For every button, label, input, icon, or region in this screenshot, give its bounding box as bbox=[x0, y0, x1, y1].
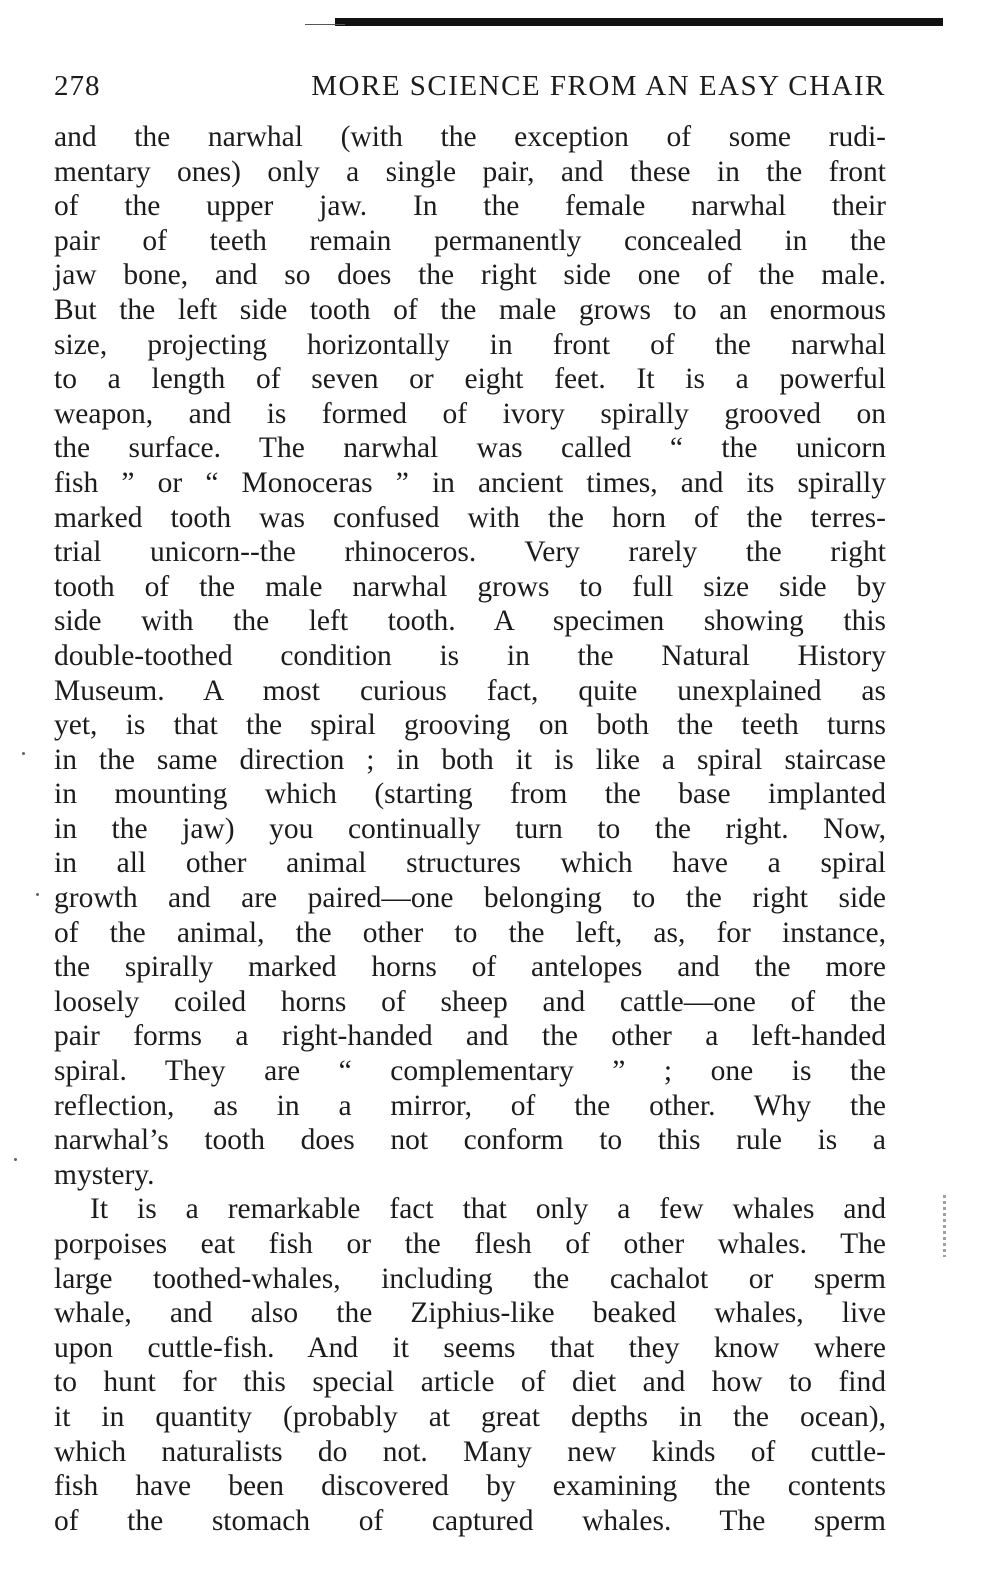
text-line: side with the left tooth. A specimen showing this bbox=[54, 605, 886, 638]
text-line: and the narwhal (with the exception of some rudi- bbox=[54, 121, 886, 153]
text-line: fish have been discovered by examining the contents bbox=[54, 1470, 886, 1503]
text-line: the surface. The narwhal was called “ the unicorn bbox=[54, 432, 886, 465]
running-head: MORE SCIENCE FROM AN EASY CHAIR bbox=[311, 70, 886, 102]
margin-dot bbox=[36, 893, 39, 896]
text-line: large toothed-whales, including the cachalot or sperm bbox=[54, 1262, 886, 1295]
text-line: jaw bone, and so does the right side one of the male. bbox=[54, 259, 886, 292]
text-line: of the upper jaw. In the female narwhal their bbox=[54, 190, 886, 223]
text-line: to a length of seven or eight feet. It is a powerful bbox=[54, 363, 886, 396]
text-line: in mounting which (starting from the base implanted bbox=[54, 778, 886, 811]
text-line: pair forms a right-handed and the other a left-handed bbox=[54, 1020, 886, 1053]
text-line: loosely coiled horns of sheep and cattle—one of the bbox=[54, 985, 886, 1018]
text-line: it in quantity (probably at great depths in the ocean), bbox=[54, 1400, 886, 1433]
page-number: 278 bbox=[54, 70, 101, 102]
text-line: marked tooth was confused with the horn of the terres- bbox=[54, 501, 886, 534]
text-line: yet, is that the spiral grooving on both the teeth turns bbox=[54, 709, 886, 742]
text-line: tooth of the male narwhal grows to full size side by bbox=[54, 570, 886, 603]
text-line: Museum. A most curious fact, quite unexplained as bbox=[54, 674, 886, 707]
text-line: double-toothed condition is in the Natural History bbox=[54, 639, 886, 672]
text-line: of the animal, the other to the left, as, for instance, bbox=[54, 916, 886, 949]
text-line: mentary ones) only a single pair, and these in the front bbox=[54, 155, 886, 188]
text-line: spiral. They are “ complementary ” ; one is the bbox=[54, 1055, 886, 1088]
text-line: It is a remarkable fact that only a few whales and bbox=[90, 1193, 886, 1226]
text-line: pair of teeth remain permanently concealed in the bbox=[54, 224, 886, 257]
margin-dot bbox=[22, 752, 25, 755]
paragraph-1 bbox=[54, 120, 886, 1192]
text-line: fish ” or “ Monoceras ” in ancient times, and its spirally bbox=[54, 466, 886, 499]
margin-speck bbox=[943, 1195, 946, 1257]
text-line: which naturalists do not. Many new kinds of cuttle- bbox=[54, 1435, 886, 1468]
body-text bbox=[54, 120, 886, 1538]
text-line: in the jaw) you continually turn to the right. Now, bbox=[54, 812, 886, 845]
text-line: upon cuttle-fish. And it seems that they know where bbox=[54, 1331, 886, 1364]
paragraph-2 bbox=[54, 1192, 886, 1538]
text-line: size, projecting horizontally in front of the narwhal bbox=[54, 328, 886, 361]
margin-dot bbox=[14, 1158, 17, 1161]
text-line: trial unicorn--the rhinoceros. Very rarely the right bbox=[54, 536, 886, 569]
text-line: whale, and also the Ziphius-like beaked whales, live bbox=[54, 1297, 886, 1330]
text-line: growth and are paired—one belonging to the right side bbox=[54, 882, 886, 915]
text-line: to hunt for this special article of diet and how to find bbox=[54, 1366, 886, 1399]
text-line: narwhal’s tooth does not conform to this rule is a bbox=[54, 1124, 886, 1157]
page-header bbox=[54, 70, 886, 110]
text-line: weapon, and is formed of ivory spirally grooved on bbox=[54, 397, 886, 430]
text-line: of the stomach of captured whales. The sperm bbox=[54, 1504, 886, 1537]
text-line: reflection, as in a mirror, of the other. Why the bbox=[54, 1089, 886, 1122]
text-line: But the left side tooth of the male grows to an enormous bbox=[54, 293, 886, 326]
text-line: in all other animal structures which have a spiral bbox=[54, 847, 886, 880]
text-line: mystery. bbox=[54, 1158, 155, 1191]
text-line: in the same direction ; in both it is like a spiral staircase bbox=[54, 743, 886, 776]
top-rule bbox=[335, 18, 943, 26]
text-line: porpoises eat fish or the flesh of other whales. The bbox=[54, 1228, 886, 1260]
text-line: the spirally marked horns of antelopes and the more bbox=[54, 951, 886, 984]
